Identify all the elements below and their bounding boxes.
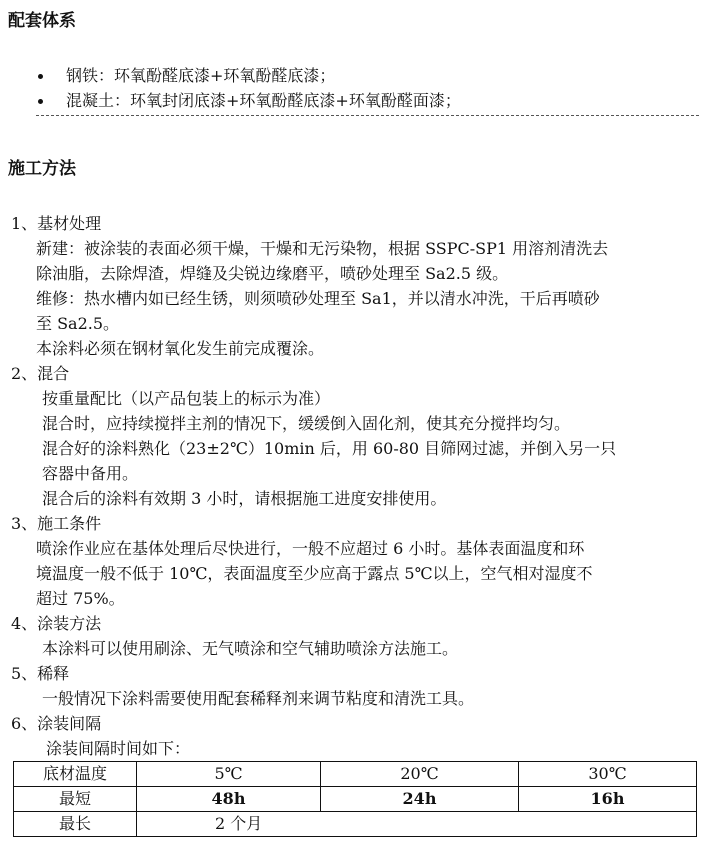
body-line: 按重量配比（以产品包装上的标示为准） bbox=[42, 389, 331, 408]
body-line: 涂装间隔时间如下： bbox=[46, 739, 191, 758]
table-cell: 24h bbox=[321, 787, 519, 812]
step-heading: 6、涂装间隔 bbox=[11, 714, 102, 733]
step-heading: 4、涂装方法 bbox=[11, 614, 102, 633]
body-line: 一般情况下涂料需要使用配套稀释剂来调节粘度和清洗工具。 bbox=[42, 689, 475, 708]
body-line: 新建：被涂装的表面必须干燥，干燥和无污染物，根据 SSPC-SP1 用溶剂清洗去 bbox=[36, 239, 609, 258]
table-cell: 最短 bbox=[14, 787, 137, 812]
list-item: 混凝土：环氧封闭底漆+环氧酚醛底漆+环氧酚醛面漆； bbox=[0, 88, 461, 113]
table-cell: 2 个月 bbox=[137, 812, 697, 837]
step-heading: 5、稀释 bbox=[11, 664, 70, 683]
body-line: 至 Sa2.5。 bbox=[36, 314, 120, 333]
coating-interval-table bbox=[13, 761, 697, 837]
body-line: 本涂料可以使用刷涂、无气喷涂和空气辅助喷涂方法施工。 bbox=[42, 639, 459, 658]
table-row bbox=[14, 787, 697, 812]
table-cell: 20℃ bbox=[321, 762, 519, 787]
table-cell: 48h bbox=[137, 787, 321, 812]
table-cell: 30℃ bbox=[519, 762, 697, 787]
table-row bbox=[14, 812, 697, 837]
body-line: 超过 75%。 bbox=[36, 589, 125, 608]
table-header-row bbox=[14, 762, 697, 787]
table-cell: 5℃ bbox=[137, 762, 321, 787]
body-line: 混合后的涂料有效期 3 小时，请根据施工进度安排使用。 bbox=[42, 489, 447, 508]
table-cell: 最长 bbox=[14, 812, 137, 837]
section-heading-application: 施工方法 bbox=[8, 159, 76, 179]
table-cell: 底材温度 bbox=[14, 762, 137, 787]
body-line: 喷涂作业应在基体处理后尽快进行，一般不应超过 6 小时。基体表面温度和环 bbox=[36, 539, 585, 558]
body-line: 混合好的涂料熟化（23±2℃）10min 后，用 60-80 目筛网过滤，并倒入另一只 bbox=[42, 439, 617, 458]
step-heading: 3、施工条件 bbox=[11, 514, 102, 533]
step-heading: 1、基材处理 bbox=[11, 214, 102, 233]
body-line: 除油脂，去除焊渣，焊缝及尖锐边缘磨平，喷砂处理至 Sa2.5 级。 bbox=[36, 264, 509, 283]
body-line: 境温度一般不低于 10℃，表面温度至少应高于露点 5℃以上，空气相对湿度不 bbox=[36, 564, 593, 583]
body-line: 容器中备用。 bbox=[42, 464, 139, 483]
table-cell: 16h bbox=[519, 787, 697, 812]
list-item: 钢铁：环氧酚醛底漆+环氧酚醛底漆； bbox=[0, 63, 461, 88]
body-line: 本涂料必须在钢材氧化发生前完成覆涂。 bbox=[36, 339, 325, 358]
body-line: 混合时，应持续搅拌主剂的情况下，缓缓倒入固化剂，使其充分搅拌均匀。 bbox=[42, 414, 571, 433]
system-list bbox=[0, 63, 461, 113]
dashed-divider bbox=[36, 115, 699, 116]
body-line: 维修：热水槽内如已经生锈，则须喷砂处理至 Sa1，并以清水冲洗，干后再喷砂 bbox=[36, 289, 600, 308]
section-heading-system: 配套体系 bbox=[8, 11, 76, 31]
step-heading: 2、混合 bbox=[11, 364, 70, 383]
